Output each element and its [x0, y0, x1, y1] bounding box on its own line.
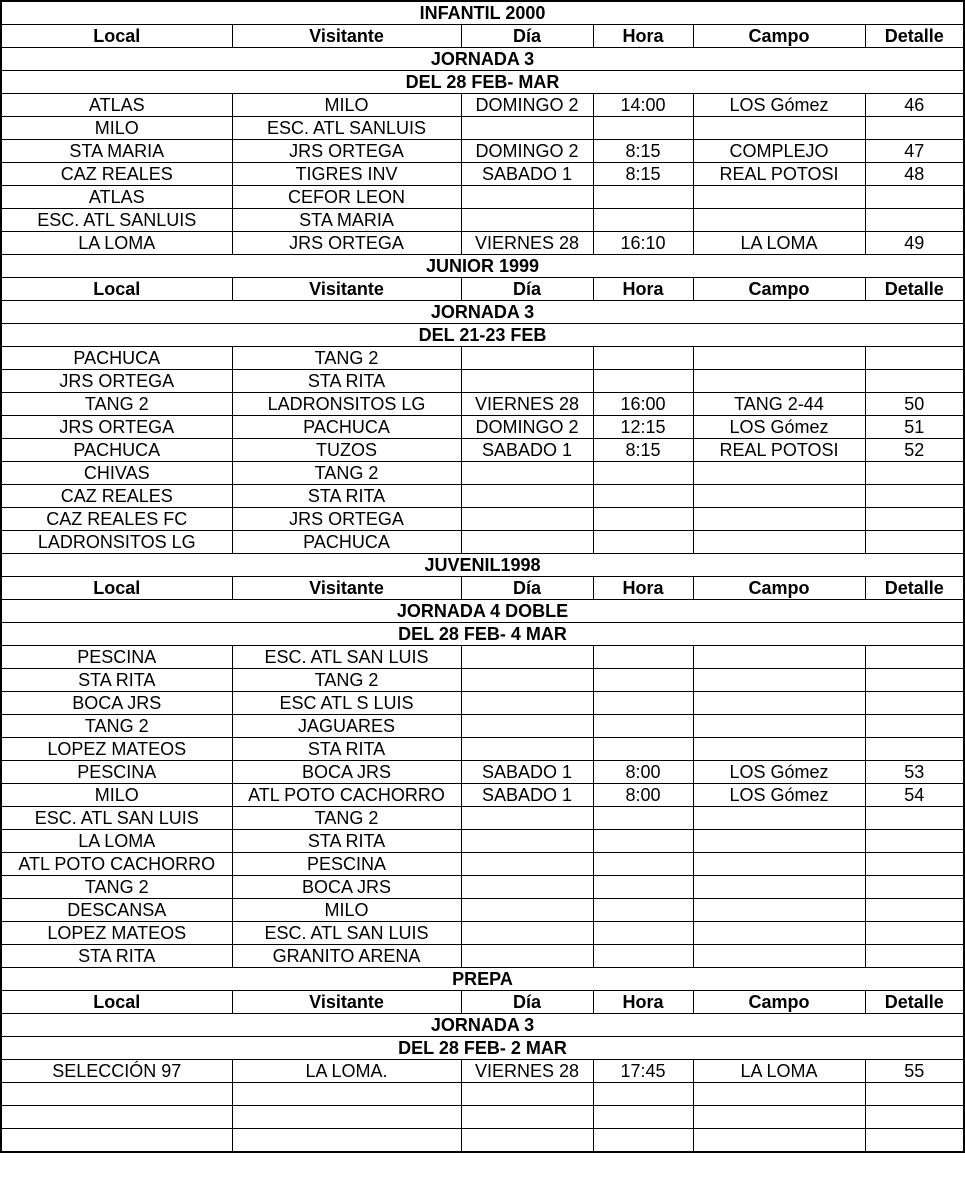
match-cell-local: BOCA JRS [1, 692, 232, 715]
match-cell-dia [461, 462, 593, 485]
match-cell-detalle: 53 [865, 761, 964, 784]
match-cell-local: LOPEZ MATEOS [1, 738, 232, 761]
match-row [1, 1060, 964, 1083]
match-cell-campo [693, 738, 865, 761]
match-cell-visitante: JAGUARES [232, 715, 461, 738]
match-cell-campo [693, 209, 865, 232]
match-cell-campo [693, 370, 865, 393]
match-cell-hora: 12:15 [593, 416, 693, 439]
match-cell-hora: 8:15 [593, 163, 693, 186]
column-header-campo: Campo [693, 577, 865, 600]
match-cell-local: ESC. ATL SAN LUIS [1, 807, 232, 830]
match-cell-visitante: ESC. ATL SAN LUIS [232, 922, 461, 945]
match-cell-detalle [865, 945, 964, 968]
match-row [1, 853, 964, 876]
match-cell-detalle [865, 370, 964, 393]
match-cell-local [1, 1083, 232, 1106]
match-cell-campo [693, 531, 865, 554]
match-cell-detalle [865, 1083, 964, 1106]
match-cell-local: CHIVAS [1, 462, 232, 485]
match-cell-detalle [865, 508, 964, 531]
match-cell-dia [461, 531, 593, 554]
category-title: PREPA [1, 968, 964, 991]
column-header-visitante: Visitante [232, 991, 461, 1014]
match-cell-local [1, 1106, 232, 1129]
match-row [1, 117, 964, 140]
match-cell-hora: 8:00 [593, 784, 693, 807]
match-cell-dia [461, 370, 593, 393]
match-cell-detalle [865, 646, 964, 669]
match-cell-campo [693, 347, 865, 370]
jornada-row [1, 301, 964, 324]
match-cell-hora [593, 1106, 693, 1129]
match-row [1, 209, 964, 232]
match-cell-visitante: GRANITO ARENA [232, 945, 461, 968]
match-cell-local: ATL POTO CACHORRO [1, 853, 232, 876]
category-title: INFANTIL 2000 [1, 1, 964, 25]
match-cell-visitante: TANG 2 [232, 669, 461, 692]
match-cell-hora [593, 945, 693, 968]
match-cell-campo: LOS Gómez [693, 416, 865, 439]
match-cell-detalle: 50 [865, 393, 964, 416]
match-cell-local: LA LOMA [1, 232, 232, 255]
match-cell-hora [593, 853, 693, 876]
match-cell-campo [693, 807, 865, 830]
match-row [1, 416, 964, 439]
match-cell-local: STA MARIA [1, 140, 232, 163]
column-header-detalle: Detalle [865, 577, 964, 600]
match-cell-campo [693, 186, 865, 209]
jornada-row [1, 1014, 964, 1037]
date-range-row [1, 71, 964, 94]
column-header-row [1, 278, 964, 301]
match-cell-dia [461, 1106, 593, 1129]
match-cell-hora [593, 738, 693, 761]
match-cell-hora [593, 807, 693, 830]
match-cell-hora [593, 117, 693, 140]
match-row [1, 899, 964, 922]
match-cell-local: MILO [1, 117, 232, 140]
match-cell-campo [693, 485, 865, 508]
match-cell-dia [461, 922, 593, 945]
match-cell-dia [461, 945, 593, 968]
match-cell-visitante: MILO [232, 94, 461, 117]
match-cell-campo: REAL POTOSI [693, 163, 865, 186]
match-cell-campo [693, 117, 865, 140]
match-cell-detalle [865, 485, 964, 508]
match-cell-hora [593, 186, 693, 209]
match-cell-local: TANG 2 [1, 715, 232, 738]
match-cell-campo [693, 715, 865, 738]
match-cell-visitante [232, 1129, 461, 1153]
match-cell-local [1, 1129, 232, 1153]
category-title-row [1, 968, 964, 991]
match-cell-dia: VIERNES 28 [461, 232, 593, 255]
column-header-local: Local [1, 991, 232, 1014]
match-cell-local: TANG 2 [1, 876, 232, 899]
column-header-detalle: Detalle [865, 25, 964, 48]
match-cell-local: DESCANSA [1, 899, 232, 922]
match-cell-visitante: MILO [232, 899, 461, 922]
match-cell-visitante: TUZOS [232, 439, 461, 462]
match-cell-detalle [865, 1106, 964, 1129]
match-cell-visitante: ESC. ATL SAN LUIS [232, 646, 461, 669]
match-cell-visitante: TANG 2 [232, 462, 461, 485]
category-title-row [1, 255, 964, 278]
match-cell-visitante: ATL POTO CACHORRO [232, 784, 461, 807]
match-cell-dia: SABADO 1 [461, 761, 593, 784]
match-cell-campo [693, 508, 865, 531]
match-cell-visitante: PACHUCA [232, 531, 461, 554]
match-cell-hora: 17:45 [593, 1060, 693, 1083]
match-cell-dia [461, 830, 593, 853]
match-cell-dia [461, 209, 593, 232]
match-cell-campo: REAL POTOSI [693, 439, 865, 462]
column-header-visitante: Visitante [232, 25, 461, 48]
match-cell-local: LADRONSITOS LG [1, 531, 232, 554]
match-cell-detalle: 54 [865, 784, 964, 807]
match-cell-local: PACHUCA [1, 347, 232, 370]
match-cell-hora: 8:15 [593, 140, 693, 163]
match-row [1, 163, 964, 186]
match-cell-visitante: STA RITA [232, 370, 461, 393]
match-row [1, 669, 964, 692]
match-row [1, 1129, 964, 1153]
match-cell-dia [461, 1083, 593, 1106]
match-cell-detalle [865, 531, 964, 554]
match-cell-hora [593, 508, 693, 531]
jornada-label: JORNADA 3 [1, 301, 964, 324]
match-row [1, 761, 964, 784]
match-cell-visitante: TANG 2 [232, 807, 461, 830]
match-cell-detalle: 47 [865, 140, 964, 163]
date-range-label: DEL 28 FEB- 2 MAR [1, 1037, 964, 1060]
match-row [1, 439, 964, 462]
column-header-hora: Hora [593, 25, 693, 48]
match-cell-dia [461, 853, 593, 876]
match-cell-visitante: JRS ORTEGA [232, 508, 461, 531]
match-row [1, 1083, 964, 1106]
match-cell-local: ATLAS [1, 186, 232, 209]
match-row [1, 715, 964, 738]
match-cell-hora [593, 209, 693, 232]
match-cell-hora [593, 531, 693, 554]
match-row [1, 232, 964, 255]
match-cell-local: ATLAS [1, 94, 232, 117]
match-cell-detalle [865, 738, 964, 761]
match-cell-visitante: STA RITA [232, 738, 461, 761]
match-cell-dia: DOMINGO 2 [461, 140, 593, 163]
match-cell-dia [461, 1129, 593, 1153]
match-cell-visitante: STA RITA [232, 485, 461, 508]
match-cell-local: PESCINA [1, 646, 232, 669]
match-cell-dia [461, 807, 593, 830]
match-cell-visitante: JRS ORTEGA [232, 140, 461, 163]
match-cell-hora [593, 1129, 693, 1153]
match-cell-hora [593, 899, 693, 922]
match-cell-local: CAZ REALES [1, 485, 232, 508]
match-cell-hora: 8:00 [593, 761, 693, 784]
column-header-campo: Campo [693, 278, 865, 301]
match-cell-visitante [232, 1106, 461, 1129]
match-cell-detalle: 52 [865, 439, 964, 462]
match-cell-visitante: LADRONSITOS LG [232, 393, 461, 416]
match-cell-visitante: JRS ORTEGA [232, 232, 461, 255]
match-cell-visitante: TIGRES INV [232, 163, 461, 186]
match-cell-visitante [232, 1083, 461, 1106]
match-cell-detalle [865, 669, 964, 692]
date-range-label: DEL 21-23 FEB [1, 324, 964, 347]
jornada-row [1, 600, 964, 623]
match-cell-dia: SABADO 1 [461, 163, 593, 186]
match-cell-detalle: 49 [865, 232, 964, 255]
match-cell-hora [593, 370, 693, 393]
category-title: JUNIOR 1999 [1, 255, 964, 278]
match-cell-hora: 16:10 [593, 232, 693, 255]
match-row [1, 646, 964, 669]
match-cell-campo [693, 462, 865, 485]
match-cell-campo [693, 945, 865, 968]
column-header-campo: Campo [693, 991, 865, 1014]
date-range-row [1, 324, 964, 347]
column-header-row [1, 25, 964, 48]
column-header-local: Local [1, 577, 232, 600]
column-header-dia: Día [461, 278, 593, 301]
match-cell-campo: LOS Gómez [693, 94, 865, 117]
match-cell-dia: DOMINGO 2 [461, 416, 593, 439]
category-title-row [1, 554, 964, 577]
jornada-row [1, 48, 964, 71]
match-cell-visitante: PESCINA [232, 853, 461, 876]
match-cell-detalle [865, 186, 964, 209]
match-cell-campo: COMPLEJO [693, 140, 865, 163]
match-cell-local: PESCINA [1, 761, 232, 784]
column-header-local: Local [1, 278, 232, 301]
match-cell-local: ESC. ATL SANLUIS [1, 209, 232, 232]
match-cell-campo [693, 922, 865, 945]
match-cell-campo [693, 1129, 865, 1153]
match-cell-dia [461, 485, 593, 508]
match-cell-hora: 14:00 [593, 94, 693, 117]
match-cell-local: CAZ REALES [1, 163, 232, 186]
match-cell-visitante: BOCA JRS [232, 876, 461, 899]
match-row [1, 784, 964, 807]
match-cell-campo [693, 646, 865, 669]
jornada-label: JORNADA 3 [1, 1014, 964, 1037]
match-cell-dia: VIERNES 28 [461, 1060, 593, 1083]
column-header-hora: Hora [593, 991, 693, 1014]
match-cell-visitante: LA LOMA. [232, 1060, 461, 1083]
match-cell-detalle [865, 807, 964, 830]
match-row [1, 393, 964, 416]
match-cell-dia [461, 738, 593, 761]
match-cell-dia: SABADO 1 [461, 439, 593, 462]
match-cell-campo: LA LOMA [693, 232, 865, 255]
match-cell-detalle [865, 922, 964, 945]
match-cell-hora: 8:15 [593, 439, 693, 462]
match-row [1, 370, 964, 393]
column-header-dia: Día [461, 577, 593, 600]
match-cell-detalle: 48 [865, 163, 964, 186]
match-cell-campo [693, 876, 865, 899]
match-cell-local: PACHUCA [1, 439, 232, 462]
match-cell-visitante: STA MARIA [232, 209, 461, 232]
jornada-label: JORNADA 4 DOBLE [1, 600, 964, 623]
match-cell-detalle [865, 692, 964, 715]
match-cell-hora [593, 922, 693, 945]
category-title: JUVENIL1998 [1, 554, 964, 577]
match-cell-campo [693, 899, 865, 922]
match-row [1, 531, 964, 554]
match-cell-detalle [865, 1129, 964, 1153]
match-cell-dia [461, 508, 593, 531]
match-cell-campo [693, 692, 865, 715]
column-header-detalle: Detalle [865, 278, 964, 301]
match-cell-campo: LA LOMA [693, 1060, 865, 1083]
match-cell-campo: TANG 2-44 [693, 393, 865, 416]
date-range-row [1, 623, 964, 646]
match-cell-dia [461, 899, 593, 922]
match-cell-hora [593, 646, 693, 669]
match-row [1, 945, 964, 968]
match-cell-visitante: ESC. ATL SANLUIS [232, 117, 461, 140]
match-cell-local: LOPEZ MATEOS [1, 922, 232, 945]
match-row [1, 462, 964, 485]
match-cell-visitante: CEFOR LEON [232, 186, 461, 209]
match-row [1, 186, 964, 209]
column-header-row [1, 991, 964, 1014]
match-cell-dia: SABADO 1 [461, 784, 593, 807]
match-cell-dia [461, 669, 593, 692]
match-cell-detalle: 55 [865, 1060, 964, 1083]
match-cell-detalle [865, 876, 964, 899]
match-cell-visitante: STA RITA [232, 830, 461, 853]
match-cell-campo [693, 1083, 865, 1106]
match-row [1, 508, 964, 531]
column-header-campo: Campo [693, 25, 865, 48]
match-cell-detalle: 51 [865, 416, 964, 439]
match-cell-detalle [865, 830, 964, 853]
match-cell-visitante: PACHUCA [232, 416, 461, 439]
match-row [1, 485, 964, 508]
column-header-detalle: Detalle [865, 991, 964, 1014]
column-header-visitante: Visitante [232, 278, 461, 301]
match-cell-detalle [865, 117, 964, 140]
match-cell-local: TANG 2 [1, 393, 232, 416]
match-cell-hora [593, 692, 693, 715]
match-cell-hora [593, 485, 693, 508]
match-cell-local: STA RITA [1, 945, 232, 968]
match-cell-detalle [865, 899, 964, 922]
match-cell-detalle [865, 462, 964, 485]
match-cell-dia [461, 117, 593, 140]
match-row [1, 94, 964, 117]
match-cell-detalle [865, 715, 964, 738]
match-cell-local: LA LOMA [1, 830, 232, 853]
match-cell-hora [593, 347, 693, 370]
match-cell-hora [593, 462, 693, 485]
match-cell-hora [593, 1083, 693, 1106]
match-cell-campo [693, 669, 865, 692]
match-cell-dia [461, 715, 593, 738]
match-cell-local: STA RITA [1, 669, 232, 692]
match-cell-local: SELECCIÓN 97 [1, 1060, 232, 1083]
column-header-hora: Hora [593, 577, 693, 600]
match-row [1, 1106, 964, 1129]
column-header-visitante: Visitante [232, 577, 461, 600]
match-cell-local: JRS ORTEGA [1, 416, 232, 439]
match-cell-hora [593, 669, 693, 692]
match-cell-dia [461, 692, 593, 715]
match-cell-campo [693, 853, 865, 876]
match-row [1, 922, 964, 945]
match-cell-hora: 16:00 [593, 393, 693, 416]
match-cell-campo: LOS Gómez [693, 761, 865, 784]
match-cell-campo [693, 1106, 865, 1129]
match-cell-hora [593, 876, 693, 899]
match-cell-dia [461, 186, 593, 209]
match-cell-dia [461, 347, 593, 370]
match-cell-detalle [865, 347, 964, 370]
category-title-row [1, 1, 964, 25]
match-row [1, 738, 964, 761]
match-cell-dia [461, 876, 593, 899]
match-row [1, 876, 964, 899]
jornada-label: JORNADA 3 [1, 48, 964, 71]
match-row [1, 140, 964, 163]
match-cell-visitante: BOCA JRS [232, 761, 461, 784]
match-cell-dia: DOMINGO 2 [461, 94, 593, 117]
match-cell-hora [593, 715, 693, 738]
match-cell-detalle [865, 209, 964, 232]
match-row [1, 807, 964, 830]
match-cell-visitante: TANG 2 [232, 347, 461, 370]
column-header-local: Local [1, 25, 232, 48]
match-cell-dia [461, 646, 593, 669]
match-cell-campo [693, 830, 865, 853]
match-cell-local: JRS ORTEGA [1, 370, 232, 393]
match-cell-visitante: ESC ATL S LUIS [232, 692, 461, 715]
column-header-hora: Hora [593, 278, 693, 301]
date-range-label: DEL 28 FEB- 4 MAR [1, 623, 964, 646]
column-header-dia: Día [461, 25, 593, 48]
match-row [1, 347, 964, 370]
column-header-dia: Día [461, 991, 593, 1014]
match-cell-hora [593, 830, 693, 853]
match-cell-dia: VIERNES 28 [461, 393, 593, 416]
match-row [1, 692, 964, 715]
match-cell-detalle [865, 853, 964, 876]
match-cell-detalle: 46 [865, 94, 964, 117]
match-cell-local: MILO [1, 784, 232, 807]
date-range-row [1, 1037, 964, 1060]
column-header-row [1, 577, 964, 600]
match-row [1, 830, 964, 853]
match-cell-campo: LOS Gómez [693, 784, 865, 807]
date-range-label: DEL 28 FEB- MAR [1, 71, 964, 94]
match-cell-local: CAZ REALES FC [1, 508, 232, 531]
